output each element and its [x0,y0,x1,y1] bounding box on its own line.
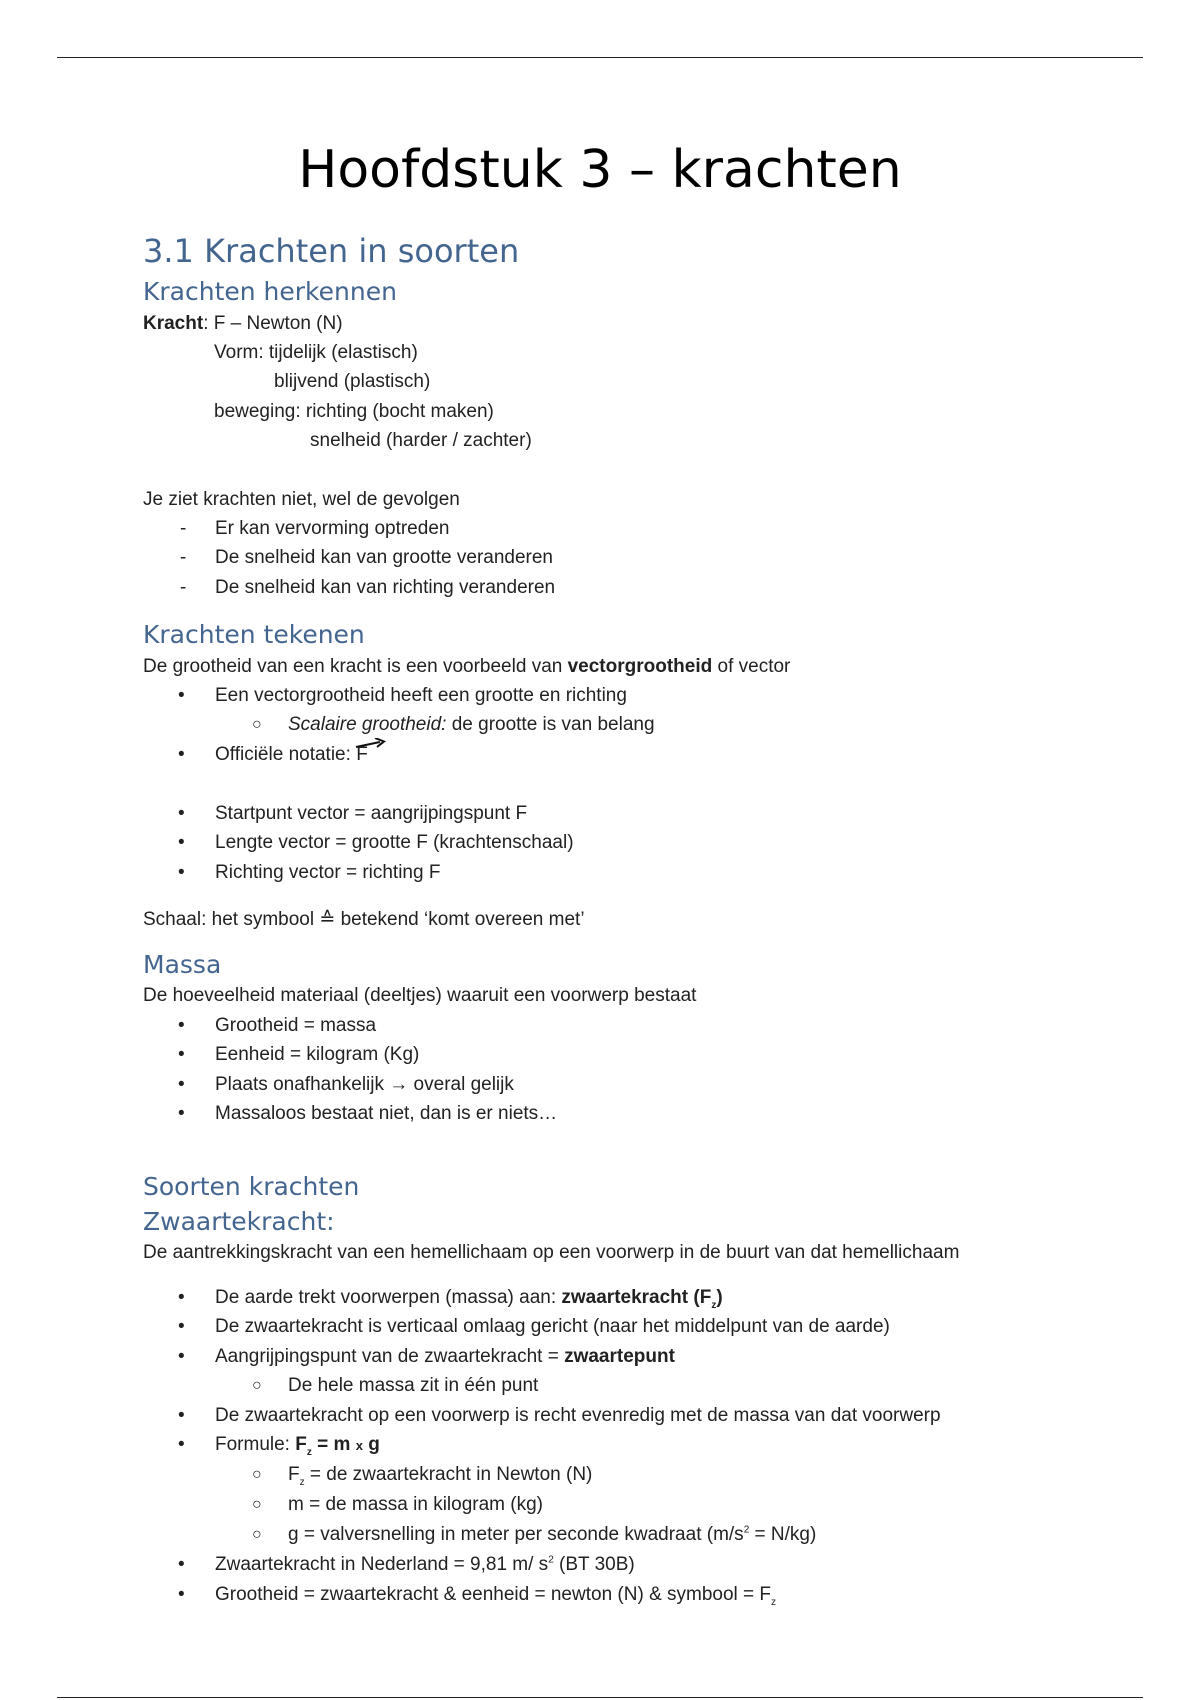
list-item [215,1554,635,1576]
bullet-dot: • [178,1103,185,1124]
heading-zwaartekracht: Zwaartekracht: [143,1207,335,1236]
formule-expression [295,1434,380,1458]
sub-item: m = de massa in kilogram (kg) [288,1494,543,1515]
item-text: Grootheid = zwaartekracht & eenheid = newton (N) & symbool = F [215,1584,772,1605]
list-item [215,1346,675,1368]
list-item: Een vectorgrootheid heeft een grootte en richting [215,685,627,706]
list-item: De snelheid kan van grootte veranderen [215,547,554,568]
intro-text: De grootheid van een kracht is een voorbeeld van [143,656,568,677]
vorm-line: Vorm: tijdelijk (elastisch) [214,342,418,363]
kracht-definition [143,313,343,335]
formule-g: g [362,1434,380,1455]
bullet-dot: • [178,1287,185,1308]
bullet-dot: • [178,744,185,765]
list-item: Startpunt vector = aangrijpingspunt F [215,803,528,824]
bullet-dot: • [178,862,185,883]
vector-symbol: F [356,744,368,765]
top-rule [57,57,1143,58]
heading-krachten-herkennen: Krachten herkennen [143,277,397,306]
list-item: Er kan vervorming optreden [215,518,450,539]
circle-bullet: ○ [252,1496,262,1513]
bullet-dot: • [178,1015,185,1036]
sub-item: De hele massa zit in één punt [288,1375,539,1396]
notatie-label: Officiële notatie: [215,744,357,765]
schaal-line: Schaal: het symbool ≙ betekend ‘komt overeen met’ [143,909,585,930]
def-text-end: = N/kg) [749,1524,817,1545]
scalaire-rest: de grootte is van belang [446,714,655,735]
bullet-dot: • [178,803,185,824]
kracht-rest: : F – Newton (N) [203,313,343,334]
item-text: Zwaartekracht in Nederland = 9,81 m/ s [215,1554,549,1575]
heading-krachten-tekenen: Krachten tekenen [143,620,365,649]
formule-item [215,1434,380,1458]
list-item: Grootheid = massa [215,1015,377,1036]
vector-arrow-icon [354,738,388,752]
formule-m: = m [311,1434,356,1455]
item-text: Aangrijpingspunt van de zwaartekracht = [215,1346,565,1367]
circle-bullet: ○ [252,1526,262,1543]
zwaartekracht-intro: De aantrekkingskracht van een hemellichaam op een voorwerp in de buurt van dat hemellichaam [143,1242,960,1263]
subscript: z [771,1596,777,1608]
page-title: Hoofdstuk 3 – krachten [298,140,902,200]
sub-item [288,1524,816,1546]
def-text: g = valversnelling in meter per seconde kwadraat (m/s [288,1524,744,1545]
blijvend-line: blijvend (plastisch) [274,371,431,392]
vectorgrootheid-term: vectorgrootheid [567,656,713,677]
dash-bullet: - [180,518,187,539]
list-item: De zwaartekracht op een voorwerp is recht evenredig met de massa van dat voorwerp [215,1405,941,1426]
dash-bullet: - [180,577,187,598]
circle-bullet: ○ [252,1377,262,1394]
def-text: = de zwaartekracht in Newton (N) [304,1464,593,1485]
zwaartekracht-term [561,1287,723,1311]
superscript: 2 [743,1524,750,1536]
subscript: z [299,1476,305,1488]
bullet-dot: • [178,1405,185,1426]
heading-soorten-krachten: Soorten krachten [143,1172,360,1201]
formule-times: x [355,1438,363,1453]
tekenen-intro [143,656,790,678]
sub-item [288,1464,592,1488]
vector-notation [356,744,368,766]
zwaartepunt-term: zwaartepunt [564,1346,675,1367]
formule-label: Formule: [215,1434,296,1455]
circle-bullet: ○ [252,1466,262,1483]
kracht-label: Kracht [143,313,204,334]
heading-massa: Massa [143,950,222,979]
list-item: De snelheid kan van richting veranderen [215,577,556,598]
massa-intro: De hoeveelheid materiaal (deeltjes) waaruit een voorwerp bestaat [143,985,697,1006]
bullet-dot: • [178,1554,185,1575]
bullet-dot: • [178,685,185,706]
dash-bullet: - [180,547,187,568]
beweging-line: beweging: richting (bocht maken) [214,401,494,422]
list-item: De zwaartekracht is verticaal omlaag gericht (naar het middelpunt van de aarde) [215,1316,890,1337]
heading-3-1: 3.1 Krachten in soorten [143,232,520,270]
list-item: Richting vector = richting F [215,862,441,883]
intro-text-end: of vector [712,656,791,677]
bullet-dot: • [178,1316,185,1337]
list-item: Eenheid = kilogram (Kg) [215,1044,420,1065]
bullet-dot: • [178,1074,185,1095]
bullet-dot: • [178,1346,185,1367]
item-text-end: (BT 30B) [553,1554,635,1575]
list-item: Lengte vector = grootte F (krachtenschaal) [215,832,574,853]
formule-f: F [295,1434,307,1455]
bullet-dot: • [178,1044,185,1065]
snelheid-line: snelheid (harder / zachter) [310,430,532,451]
list-item: Plaats onafhankelijk → overal gelijk [215,1074,514,1095]
list-item: Massaloos bestaat niet, dan is er niets… [215,1103,558,1124]
gevolgen-intro: Je ziet krachten niet, wel de gevolgen [143,489,460,510]
term-close: ) [716,1287,723,1308]
scalaire-term: Scalaire grootheid: [288,714,447,735]
bullet-dot: • [178,832,185,853]
notatie-item [215,744,368,766]
circle-bullet: ○ [252,716,262,733]
list-item [215,1287,723,1311]
superscript: 2 [548,1554,554,1566]
item-text: De aarde trekt voorwerpen (massa) aan: [215,1287,562,1308]
subscript: z [711,1299,717,1311]
bottom-rule [57,1697,1143,1698]
term-text: zwaartekracht (F [561,1287,712,1308]
list-item [215,1584,776,1608]
subscript: z [306,1446,312,1458]
bullet-dot: • [178,1434,185,1455]
def-f: F [288,1464,300,1485]
bullet-dot: • [178,1584,185,1605]
sub-item-scalair [288,714,655,736]
